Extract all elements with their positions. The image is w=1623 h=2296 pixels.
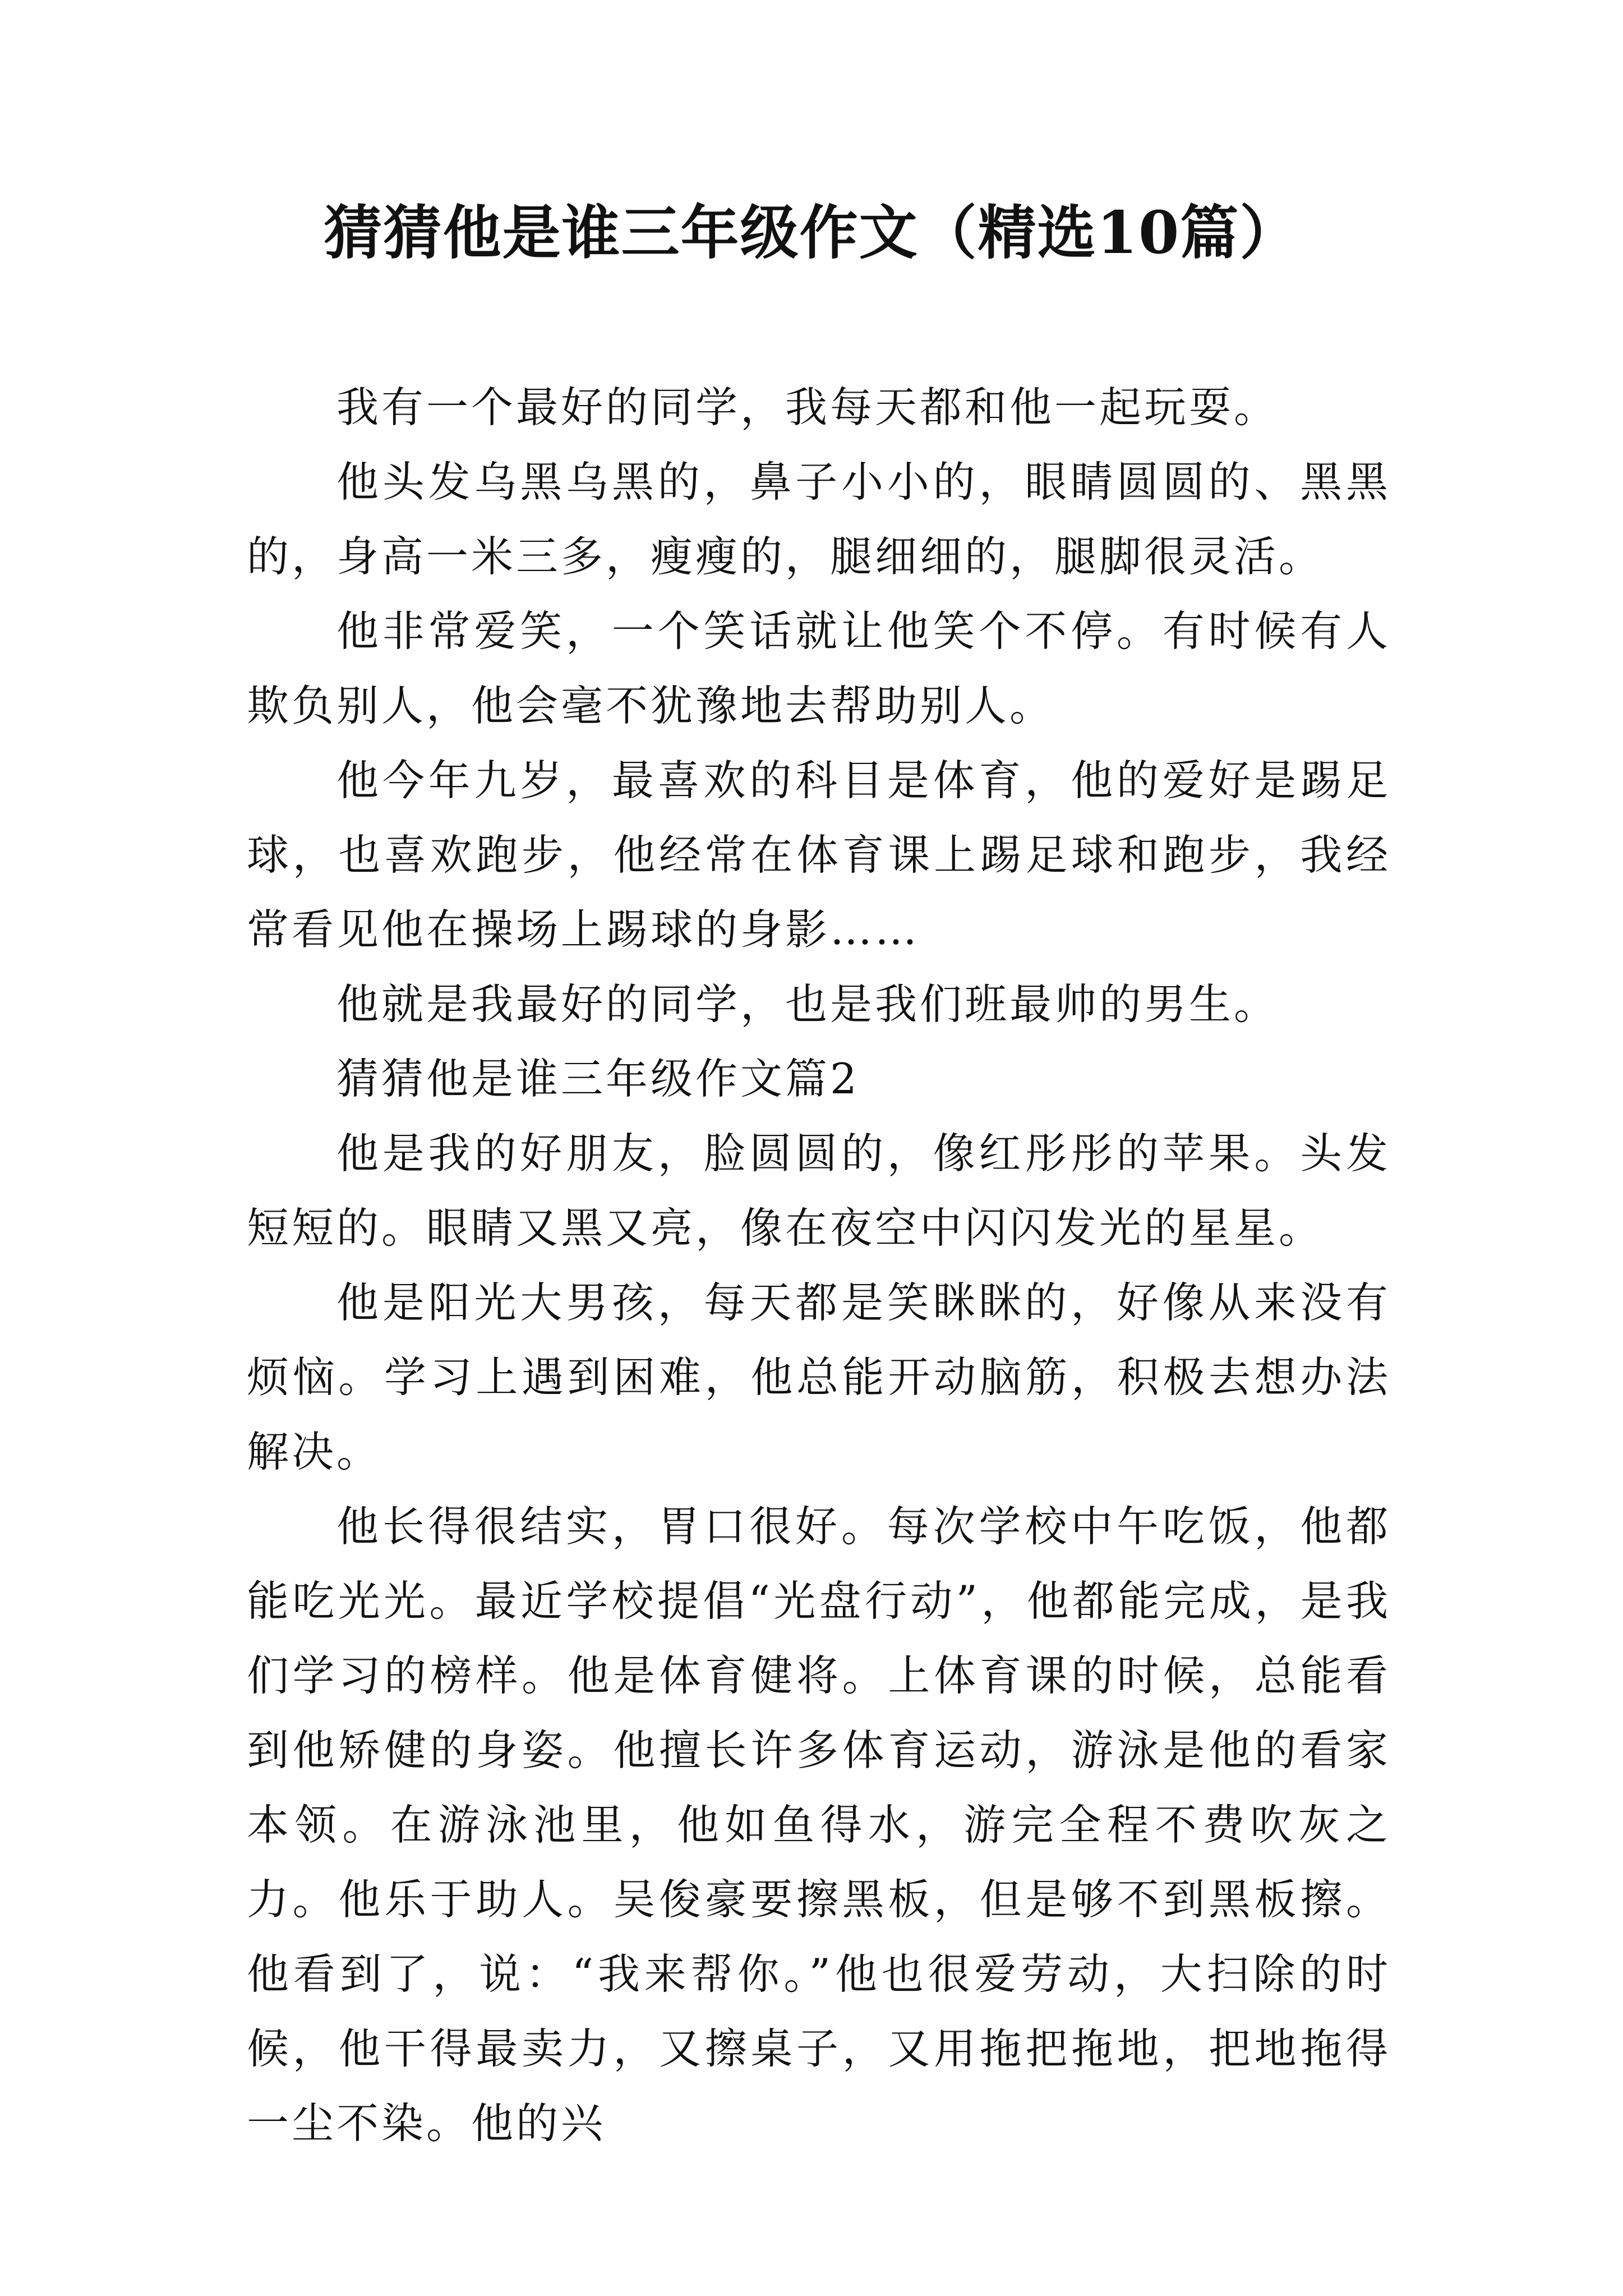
paragraph: 他是阳光大男孩，每天都是笑眯眯的，好像从来没有烦恼。学习上遇到困难，他总能开动脑筋，积极去想办法解决。 xyxy=(247,1278,1391,1476)
paragraph: 他是我的好朋友，脸圆圆的，像红彤彤的苹果。头发短短的。眼睛又黑又亮，像在夜空中闪闪发光的星星。 xyxy=(247,1129,1391,1253)
section-heading: 猜猜他是谁三年级作文篇2 xyxy=(336,1054,860,1103)
paragraph: 他就是我最好的同学，也是我们班最帅的男生。 xyxy=(336,979,1279,1029)
paragraph: 他今年九岁，最喜欢的科目是体育，他的爱好是踢足球，也喜欢跑步，他经常在体育课上踢足球和跑步，我经常看见他在操场上踢球的身影…… xyxy=(247,756,1391,954)
paragraph: 他非常爱笑，一个笑话就让他笑个不停。有时候有人欺负别人，他会毫不犹豫地去帮助别人。 xyxy=(247,606,1391,730)
paragraph: 他头发乌黑乌黑的，鼻子小小的，眼睛圆圆的、黑黑的，身高一米三多，瘦瘦的，腿细细的，腿脚很灵活。 xyxy=(247,457,1391,581)
document-body xyxy=(247,370,1391,2161)
paragraph: 他长得很结实，胃口很好。每次学校中午吃饭，他都能吃光光。最近学校提倡“光盘行动”，他都能完成，是我们学习的榜样。他是体育健将。上体育课的时候，总能看到他矫健的身姿。他擅长许多体育运动，游泳是他的看家本领。在游泳池里，他如鱼得水，游完全程不费吹灰之力。他乐于助人。吴俊豪要擦黑板，但是够不到黑板擦。他看到了，说：“我来帮你。”他也很爱劳动，大扫除的时候，他干得最卖力，又擦桌子，又用拖把拖地，把地拖得一尘不染。他的兴 xyxy=(247,1502,1391,2148)
document-title: 猜猜他是谁三年级作文（精选10篇） xyxy=(324,198,1299,267)
paragraph: 我有一个最好的同学，我每天都和他一起玩耍。 xyxy=(336,383,1279,432)
